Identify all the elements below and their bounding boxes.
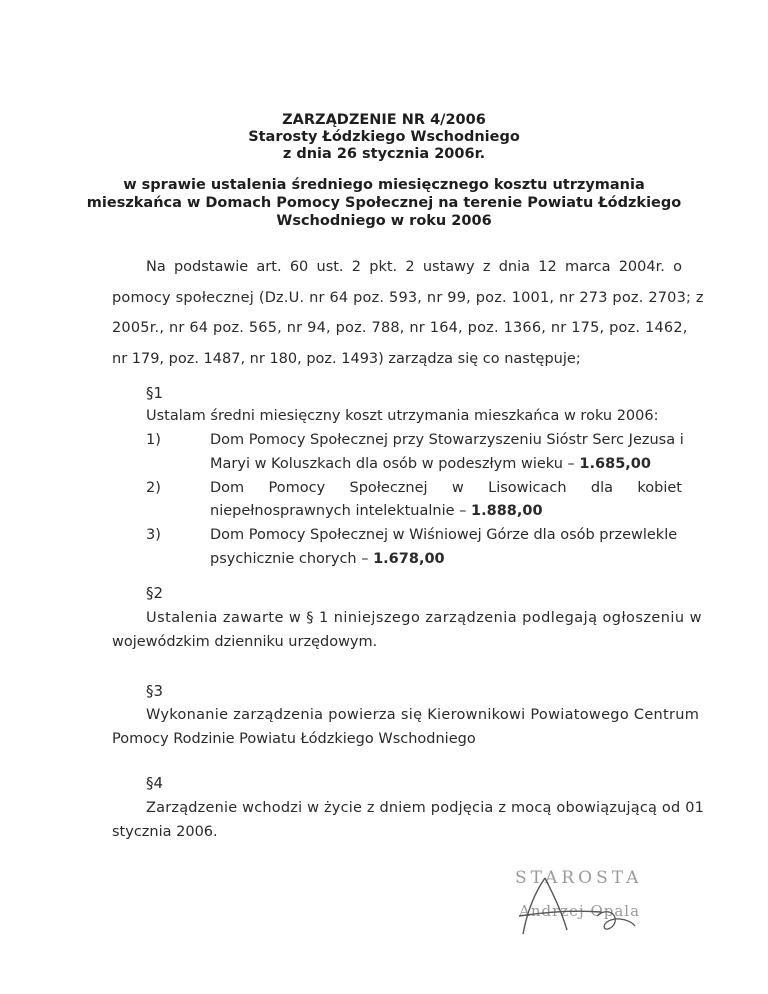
preamble-line-3: 2005r., nr 64 poz. 565, nr 94, poz. 788, nr 164, poz. 1366, nr 175, poz. 1462, xyxy=(112,320,688,336)
section-4-line-1: Zarządzenie wchodzi w życie z dniem podjęcia z mocą obowiązującą od 01 xyxy=(146,800,705,816)
starosta-stamp: STAROSTA xyxy=(515,868,643,888)
item-3-line-1: Dom Pomocy Społecznej w Wiśniowej Górze dla osób przewlekle xyxy=(210,527,678,543)
preamble-line-2: pomocy społecznej (Dz.U. nr 64 poz. 593, nr 99, poz. 1001, nr 273 poz. 2703; z xyxy=(112,290,704,306)
starosta-name-stamp: Andrzej Opala xyxy=(519,902,641,920)
item-2-number: 2) xyxy=(146,480,161,496)
item-2-line-2: niepełnosprawnych intelektualnie – 1.888,00 xyxy=(210,503,543,519)
subject-line-2: mieszkańca w Domach Pomocy Społecznej na terenie Powiatu Łódzkiego xyxy=(86,195,682,211)
issue-date: z dnia 26 stycznia 2006r. xyxy=(282,146,486,162)
item-2-amount: 1.888,00 xyxy=(471,503,543,519)
document-title: ZARZĄDZENIE NR 4/2006 xyxy=(282,112,486,128)
section-1-intro: Ustalam średni miesięczny koszt utrzymania mieszkańca w roku 2006: xyxy=(146,408,659,424)
section-3-line-2: Pomocy Rodzinie Powiatu Łódzkiego Wschodniego xyxy=(112,731,476,747)
item-1-number: 1) xyxy=(146,432,161,448)
section-2-line-1: Ustalenia zawarte w § 1 niniejszego zarządzenia podlegają ogłoszeniu w xyxy=(146,610,702,626)
subject-line-1: w sprawie ustalenia średniego miesięcznego kosztu utrzymania xyxy=(123,177,645,193)
subject-line-3: Wschodniego w roku 2006 xyxy=(276,213,492,229)
section-3-line-1: Wykonanie zarządzenia powierza się Kierownikowi Powiatowego Centrum xyxy=(146,707,700,723)
item-1-line-1: Dom Pomocy Społecznej przy Stowarzyszeniu Sióstr Serc Jezusa i xyxy=(210,432,684,448)
item-3-number: 3) xyxy=(146,527,161,543)
item-3-amount: 1.678,00 xyxy=(373,551,445,567)
issuer: Starosty Łódzkiego Wschodniego xyxy=(248,129,520,145)
item-1-line-2: Maryi w Koluszkach dla osób w podeszłym wieku – 1.685,00 xyxy=(210,456,651,472)
item-1-amount: 1.685,00 xyxy=(579,456,651,472)
section-4-heading: §4 xyxy=(146,774,164,792)
section-3-heading: §3 xyxy=(146,682,164,700)
handwritten-signature xyxy=(505,872,665,942)
item-2-line-1: Dom Pomocy Społecznej w Lisowicach dla kobiet xyxy=(210,480,682,496)
section-2-heading: §2 xyxy=(146,584,164,602)
item-3-line-2: psychicznie chorych – 1.678,00 xyxy=(210,551,445,567)
section-1-heading: §1 xyxy=(146,384,164,402)
section-4-line-2: stycznia 2006. xyxy=(112,824,218,840)
preamble-line-4: nr 179, poz. 1487, nr 180, poz. 1493) zarządza się co następuje; xyxy=(112,351,581,367)
preamble-line-1: Na podstawie art. 60 ust. 2 pkt. 2 ustawy z dnia 12 marca 2004r. o xyxy=(146,259,682,275)
section-2-line-2: wojewódzkim dzienniku urzędowym. xyxy=(112,634,378,650)
